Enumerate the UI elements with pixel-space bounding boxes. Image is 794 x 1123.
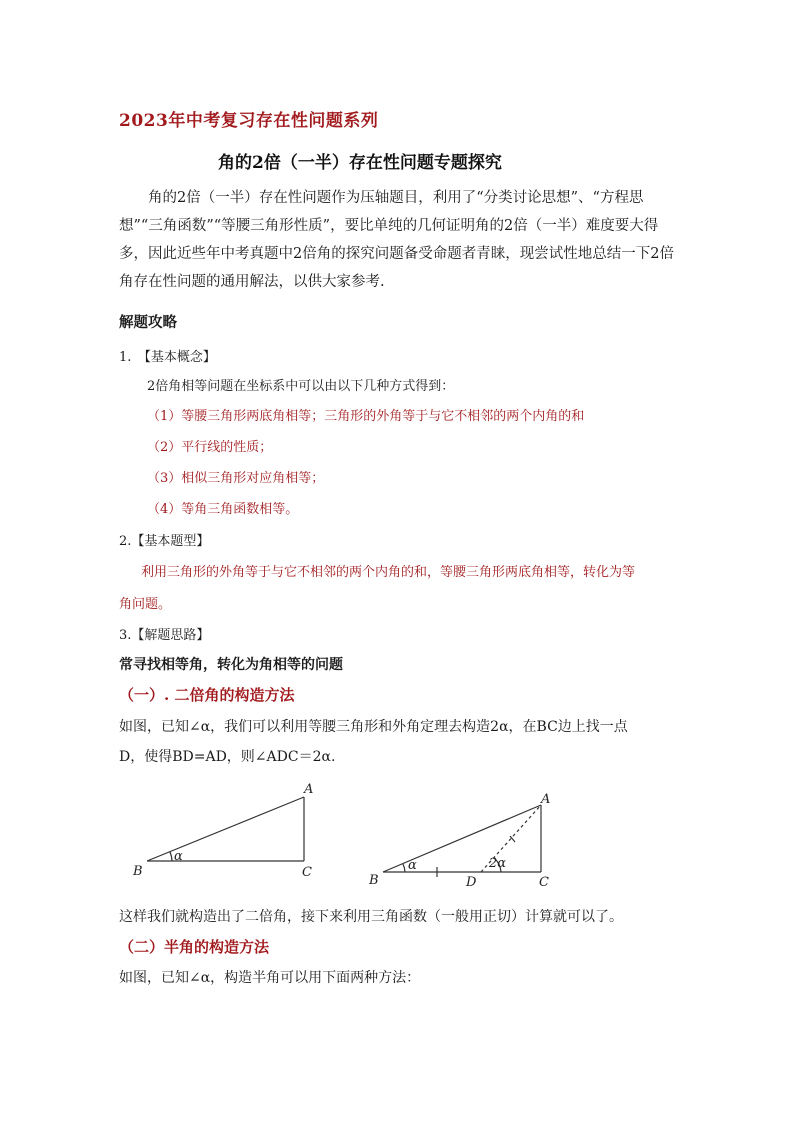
fig2-label-d: D — [466, 875, 477, 890]
part1-after: 这样我们就构造出了二倍角，接下来利用三角函数（一般用正切）计算就可以了。 — [119, 909, 623, 925]
fig2-label-c: C — [539, 875, 549, 890]
concept-item-3: （3）相似三角形对应角相等； — [147, 471, 325, 486]
fig1-label-c: C — [302, 865, 312, 880]
fig2-angle-arc-alpha — [403, 864, 405, 872]
series-title: 2023年中考复习存在性问题系列 — [119, 111, 379, 131]
section1-label: 1. 【基本概念】 — [119, 350, 216, 365]
part1-line2: D，使得BD=AD，则∠ADC＝2α. — [119, 749, 336, 765]
section2-line1: 利用三角形的外角等于与它不相邻的两个内角的和，等腰三角形两底角相等，转化为等 — [141, 565, 636, 580]
section1-lead: 2倍角相等问题在坐标系中可以由以下几种方式得到： — [147, 379, 455, 394]
fig1-label-a: A — [304, 782, 314, 797]
concept-item-4: （4）等角三角函数相等。 — [147, 502, 299, 517]
fig2-label-alpha: α — [408, 858, 417, 873]
part2-heading: （二）半角的构造方法 — [119, 938, 270, 956]
fig2-side-ab — [383, 805, 541, 872]
fig1-label-b: B — [133, 864, 143, 879]
concept-item-2: （2）平行线的性质； — [147, 440, 273, 455]
fig2-label-b: B — [369, 873, 379, 888]
intro-paragraph: 角的2倍（一半）存在性问题作为压轴题目，利用了“分类讨论思想”、“方程思想”“三角函数”“等腰三角形性质”，要比单纯的几何证明角的2倍（一半）难度要大得多，因此近些年中考真题中2倍角的探究问题备受命题者青睐，现尝试性地总结一下2倍角存在性问题的通用解法，以供大家参考. — [119, 190, 674, 290]
section2-line2: 角问题。 — [119, 597, 172, 612]
fig2-label-a: A — [541, 792, 551, 807]
section3-idea: 常寻找相等角，转化为角相等的问题 — [119, 657, 343, 673]
strategy-heading: 解题攻略 — [119, 314, 177, 331]
part1-heading: （一）. 二倍角的构造方法 — [119, 686, 295, 704]
concept-item-1: （1）等腰三角形两底角相等；三角形的外角等于与它不相邻的两个内角的和 — [147, 409, 585, 424]
fig2-label-2alpha: 2α — [489, 856, 507, 871]
fig1-label-alpha: α — [174, 849, 183, 864]
part2-line1: 如图，已知∠α，构造半角可以用下面两种方法： — [119, 970, 421, 986]
document-title: 角的2倍（一半）存在性问题专题探究 — [218, 153, 502, 173]
section2-label: 2.【基本题型】 — [119, 534, 210, 549]
section3-label: 3.【解题思路】 — [119, 628, 210, 643]
part1-line1: 如图，已知∠α，我们可以利用等腰三角形和外角定理去构造2α，在BC边上找一点 — [119, 719, 628, 735]
